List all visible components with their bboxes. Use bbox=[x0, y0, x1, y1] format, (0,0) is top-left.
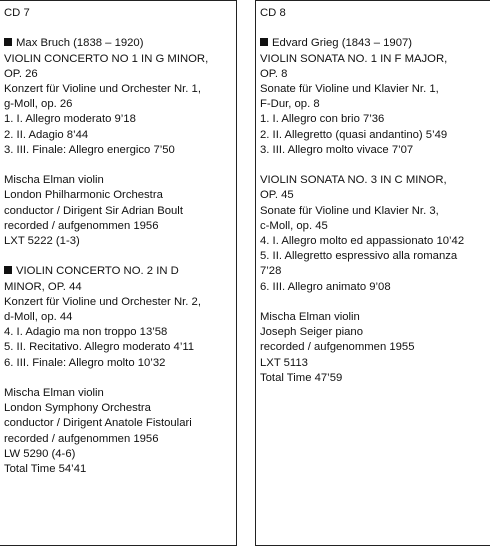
catalog-number: LW 5290 (4-6) bbox=[4, 447, 76, 460]
work-title: OP. 45 bbox=[260, 189, 294, 202]
square-bullet-icon bbox=[260, 38, 268, 46]
german-title: Sonate für Violine und Klavier Nr. 3, bbox=[260, 204, 439, 217]
track-line: 3. III. Allegro molto vivace 7’07 bbox=[260, 143, 414, 156]
track-line: 4. I. Adagio ma non troppo 13’58 bbox=[4, 326, 168, 339]
track-line: 2. II. Adagio 8’44 bbox=[4, 128, 89, 141]
work-title: VIOLIN CONCERTO NO 1 IN G MINOR, bbox=[4, 52, 209, 65]
credit-line: Joseph Seiger piano bbox=[260, 326, 364, 339]
cd-heading: CD 7 bbox=[4, 7, 30, 19]
german-title: Konzert für Violine und Orchester Nr. 2, bbox=[4, 295, 201, 308]
credit-line: conductor / Dirigent Anatole Fistoulari bbox=[4, 417, 192, 430]
credit-line: Mischa Elman violin bbox=[260, 311, 360, 324]
work-title: VIOLIN SONATA NO. 1 IN F MAJOR, bbox=[260, 52, 448, 65]
cd7-column bbox=[0, 0, 237, 546]
track-line: 6. III. Finale: Allegro molto 10’32 bbox=[4, 356, 166, 369]
german-title: Sonate für Violine und Klavier Nr. 1, bbox=[260, 83, 439, 95]
track-line: 5. II. Allegretto espressivo alla romanza bbox=[260, 250, 458, 263]
credit-line: Mischa Elman violin bbox=[4, 174, 104, 187]
track-line: 4. I. Allegro molto ed appassionato 10’42 bbox=[260, 235, 465, 248]
square-bullet-icon bbox=[4, 266, 12, 274]
work-title: VIOLIN CONCERTO NO. 2 IN D bbox=[4, 264, 236, 279]
german-title: c-Moll, op. 45 bbox=[260, 219, 328, 232]
credit-line: Mischa Elman violin bbox=[4, 387, 104, 400]
catalog-number: LXT 5222 (1-3) bbox=[4, 235, 80, 248]
track-line: 1. I. Allegro moderato 9’18 bbox=[4, 113, 136, 126]
square-bullet-icon bbox=[4, 38, 12, 46]
credit-line: recorded / aufgenommen 1955 bbox=[260, 341, 415, 354]
german-title: F-Dur, op. 8 bbox=[260, 98, 320, 111]
credit-line: recorded / aufgenommen 1956 bbox=[4, 219, 159, 232]
cd-heading: CD 8 bbox=[260, 7, 286, 19]
track-line: 6. III. Allegro animato 9’08 bbox=[260, 280, 391, 293]
work-title: MINOR, OP. 44 bbox=[4, 280, 82, 293]
composer-name: Max Bruch (1838 – 1920) bbox=[16, 37, 144, 50]
credit-line: conductor / Dirigent Sir Adrian Boult bbox=[4, 204, 183, 217]
german-title: g-Moll, op. 26 bbox=[4, 98, 73, 111]
track-line: 1. I. Allegro con brio 7’36 bbox=[260, 113, 385, 126]
total-time: Total Time 54’41 bbox=[4, 463, 87, 476]
track-line: 3. III. Finale: Allegro energico 7’50 bbox=[4, 143, 175, 156]
track-line: 5. II. Recitativo. Allegro moderato 4’11 bbox=[4, 341, 195, 354]
composer-line bbox=[4, 36, 236, 51]
cd8-column bbox=[255, 0, 490, 546]
german-title: Konzert für Violine und Orchester Nr. 1, bbox=[4, 83, 201, 95]
german-title: d-Moll, op. 44 bbox=[4, 311, 73, 324]
track-line: 2. II. Allegretto (quasi andantino) 5’49 bbox=[260, 128, 448, 141]
total-time: Total Time 47’59 bbox=[260, 371, 343, 384]
work-title: OP. 26 bbox=[4, 67, 38, 80]
work-title: VIOLIN SONATA NO. 3 IN C MINOR, bbox=[260, 174, 447, 187]
composer-line bbox=[260, 36, 490, 51]
credit-line: recorded / aufgenommen 1956 bbox=[4, 432, 159, 445]
work-title: OP. 8 bbox=[260, 67, 288, 80]
credit-line: London Philharmonic Orchestra bbox=[4, 189, 163, 202]
composer-name: Edvard Grieg (1843 – 1907) bbox=[272, 37, 413, 50]
credit-line: London Symphony Orchestra bbox=[4, 402, 151, 415]
track-line: 7’28 bbox=[260, 265, 282, 278]
catalog-number: LXT 5113 bbox=[260, 356, 308, 369]
